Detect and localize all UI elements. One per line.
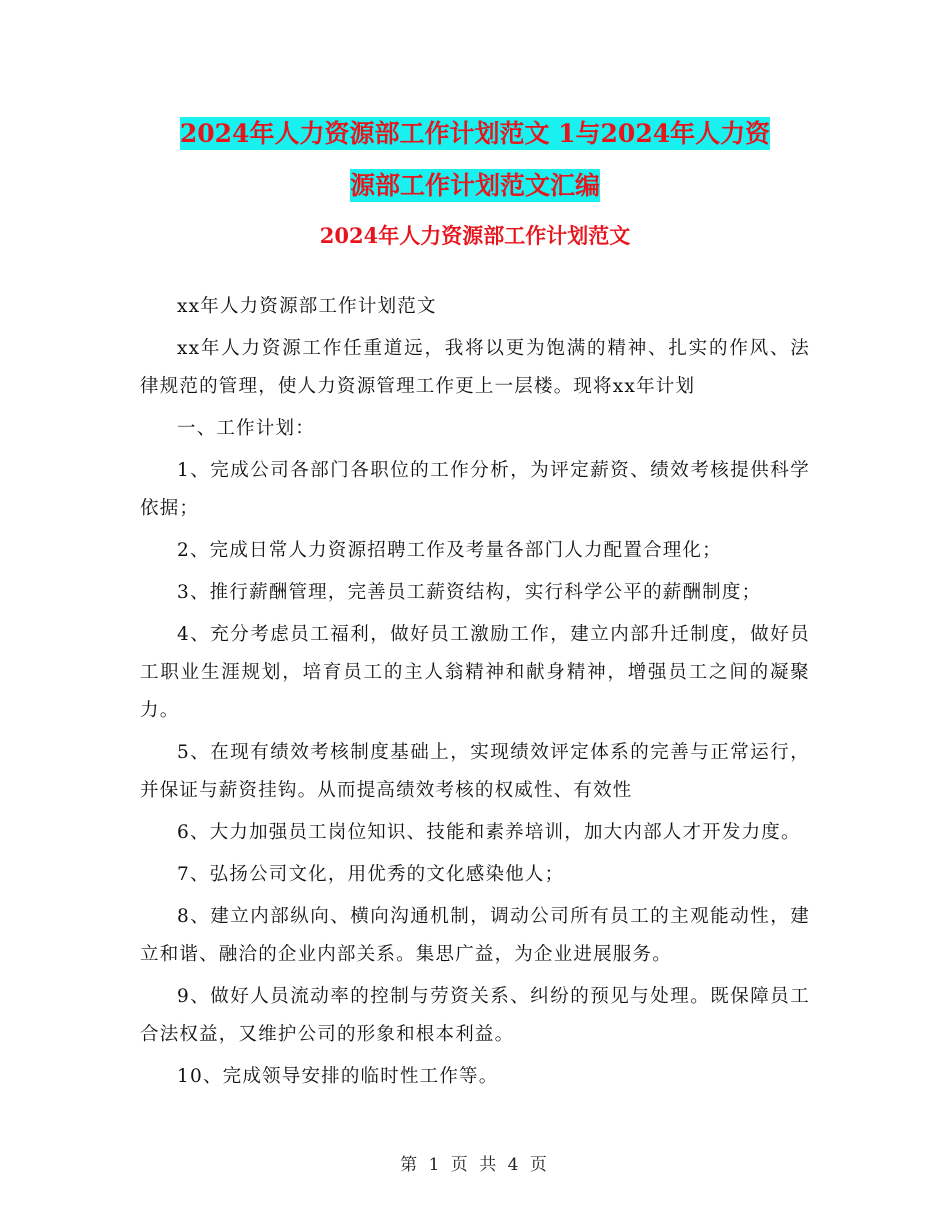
paragraph-8: 5、在现有绩效考核制度基础上，实现绩效评定体系的完善与正常运行，并保证与薪资挂钩。从而提高绩效考核的权威性、有效性 xyxy=(140,742,810,801)
paragraph-4: 1、完成公司各部门各职位的工作分析，为评定薪资、绩效考核提供科学依据； xyxy=(140,460,810,519)
paragraph-9: 6、大力加强员工岗位知识、技能和素养培训，加大内部人才开发力度。 xyxy=(177,822,801,843)
document-title-line-1: 2024年人力资源部工作计划范文 1与2024年人力资 xyxy=(179,119,771,148)
paragraph-11: 8、建立内部纵向、横向沟通机制，调动公司所有员工的主观能动性，建立和谐、融洽的企业内部关系。集思广益，为企业进展服务。 xyxy=(140,906,810,965)
document-body xyxy=(140,288,810,1100)
paragraph-1: xx年人力资源部工作计划范文 xyxy=(177,296,437,317)
paragraph-12: 9、做好人员流动率的控制与劳资关系、纠纷的预见与处理。既保障员工合法权益，又维护公司的形象和根本利益。 xyxy=(140,986,810,1045)
paragraph-13: 10、完成领导安排的临时性工作等。 xyxy=(177,1066,499,1087)
page-footer: 第 1 页 共 4 页 xyxy=(400,1155,550,1175)
paragraph-7: 4、充分考虑员工福利，做好员工激励工作，建立内部升迁制度，做好员工职业生涯规划，培育员工的主人翁精神和献身精神，增强员工之间的凝聚力。 xyxy=(140,624,810,721)
paragraph-3: 一、工作计划： xyxy=(177,418,315,439)
document-title xyxy=(140,108,810,212)
paragraph-6: 3、推行薪酬管理，完善员工薪资结构，实行科学公平的薪酬制度； xyxy=(177,582,762,603)
document-title-line-2: 源部工作计划范文汇编 xyxy=(349,171,600,200)
section-title: 2024年人力资源部工作计划范文 xyxy=(319,223,631,248)
paragraph-10: 7、弘扬公司文化，用优秀的文化感染他人； xyxy=(177,864,565,885)
paragraph-2: xx年人力资源工作任重道远，我将以更为饱满的精神、扎实的作风、法律规范的管理，使人力资源管理工作更上一层楼。现将xx年计划 xyxy=(140,338,810,397)
paragraph-5: 2、完成日常人力资源招聘工作及考量各部门人力配置合理化； xyxy=(177,540,722,561)
